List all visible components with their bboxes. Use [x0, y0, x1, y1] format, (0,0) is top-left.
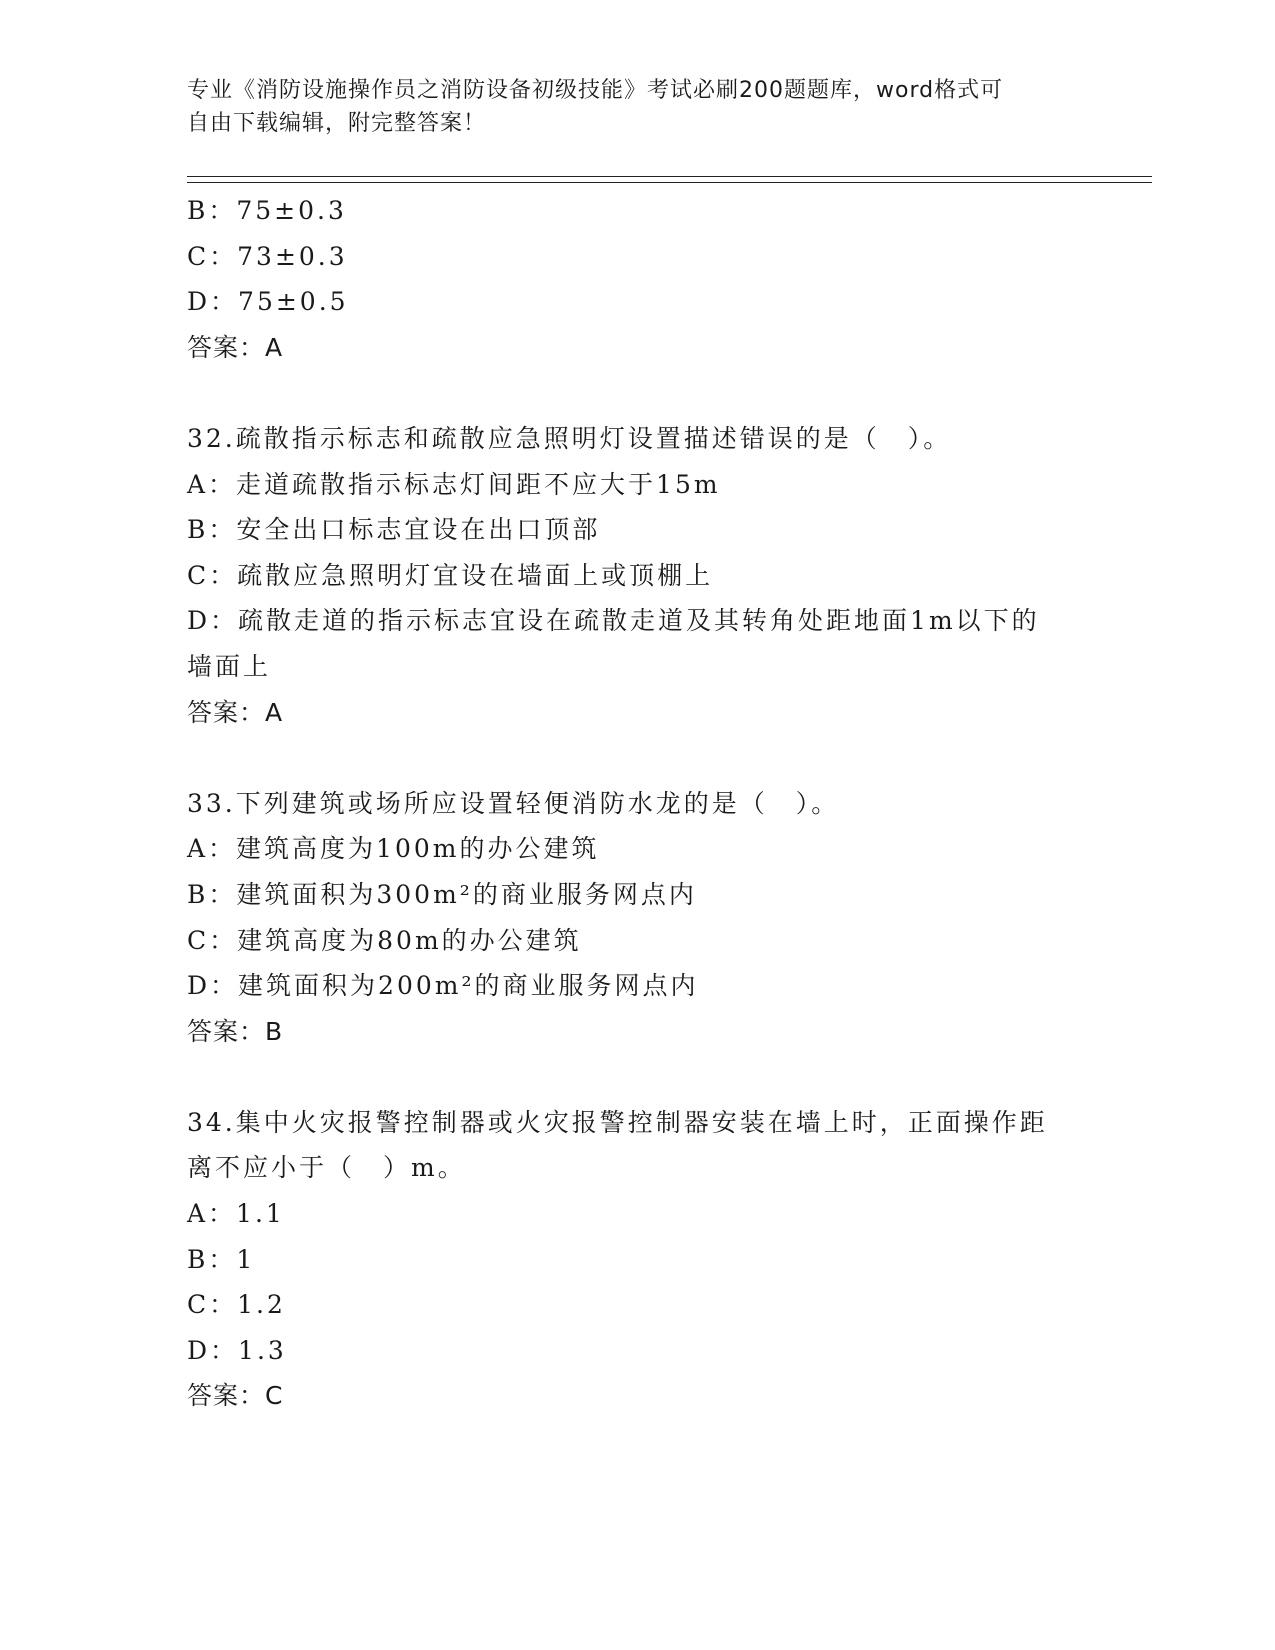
question-31	[187, 188, 1087, 370]
question-text-line-2: 离不应小于（ ）m。	[187, 1153, 466, 1183]
spacer	[187, 370, 1087, 416]
option-c: C：73±0.3	[187, 241, 348, 271]
spacer	[187, 1054, 1087, 1100]
question-33	[187, 781, 1087, 1055]
option-b: B：安全出口标志宜设在出口顶部	[187, 515, 601, 545]
header-title-line-2: 自由下载编辑，附完整答案！	[187, 111, 487, 136]
question-text-line-1: 34.集中火灾报警控制器或火灾报警控制器安装在墙上时，正面操作距	[187, 1107, 1048, 1137]
option-a: A：1.1	[187, 1199, 285, 1229]
answer: 答案：A	[187, 697, 284, 727]
question-32	[187, 416, 1087, 735]
option-c: C：1.2	[187, 1290, 286, 1320]
question-34	[187, 1100, 1087, 1419]
option-d-line-2: 墙面上	[187, 651, 272, 681]
option-b: B：建筑面积为300m²的商业服务网点内	[187, 879, 697, 909]
option-d: D：75±0.5	[187, 287, 349, 317]
answer: 答案：C	[187, 1381, 284, 1411]
option-c: C：疏散应急照明灯宜设在墙面上或顶棚上	[187, 560, 714, 590]
option-b: B：75±0.3	[187, 196, 347, 225]
option-d: D：建筑面积为200m²的商业服务网点内	[187, 971, 699, 1001]
option-d: D：1.3	[187, 1335, 287, 1365]
option-c: C：建筑高度为80m的办公建筑	[187, 925, 582, 955]
option-d-line-1: D：疏散走道的指示标志宜设在疏散走道及其转角处距地面1m以下的	[187, 606, 1040, 636]
question-text: 33.下列建筑或场所应设置轻便消防水龙的是（ ）。	[187, 788, 840, 818]
option-b: B：1	[187, 1244, 256, 1274]
question-text: 32.疏散指示标志和疏散应急照明灯设置描述错误的是（ ）。	[187, 423, 952, 453]
header-title-line-1: 专业《消防设施操作员之消防设备初级技能》考试必刷200题题库，word格式可	[187, 78, 1004, 103]
question-list	[187, 188, 1087, 1419]
header-divider-top	[187, 176, 1152, 177]
answer: 答案：B	[187, 1016, 284, 1046]
spacer	[187, 735, 1087, 781]
document-header	[187, 74, 1067, 140]
answer: 答案：A	[187, 332, 284, 362]
option-a: A：走道疏散指示标志灯间距不应大于15m	[187, 469, 721, 499]
option-a: A：建筑高度为100m的办公建筑	[187, 834, 600, 864]
header-divider-bottom	[187, 182, 1152, 183]
